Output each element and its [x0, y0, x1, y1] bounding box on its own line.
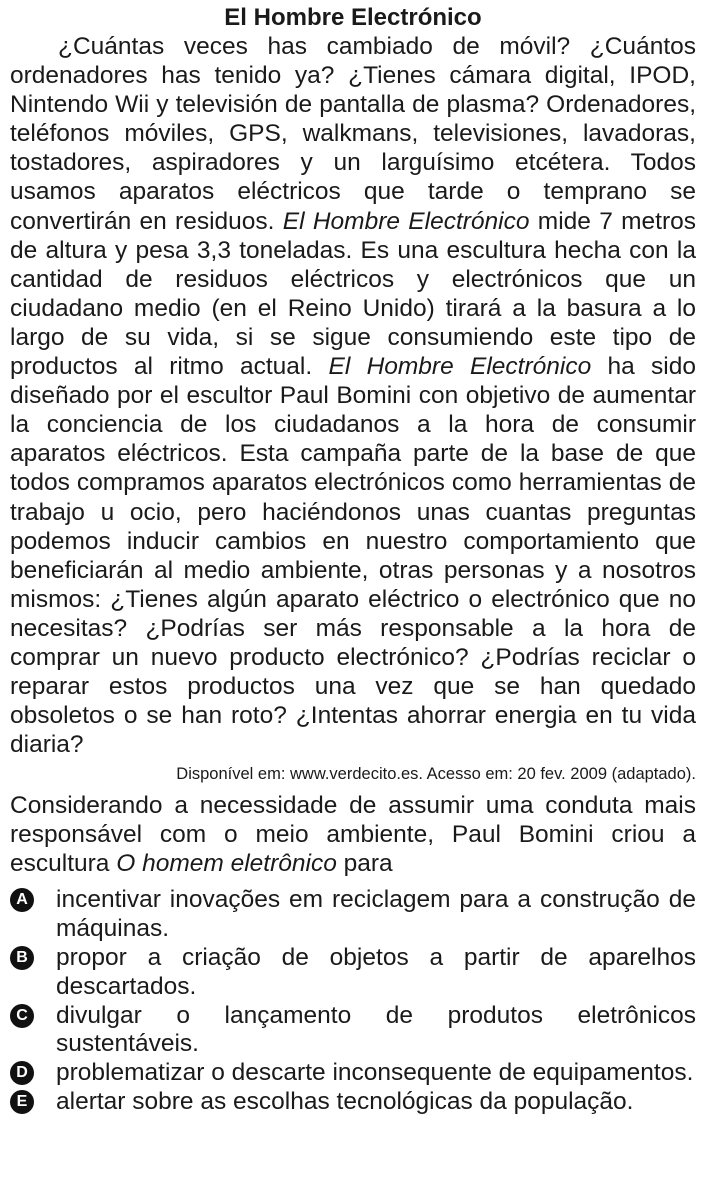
- option-e-text: alertar sobre as escolhas tecnológicas da população.: [56, 1087, 634, 1115]
- question-italic-title: O homem eletrônico: [116, 850, 337, 878]
- source-citation: Disponível em: www.verdecito.es. Acesso em: 20 fev. 2009 (adaptado).: [176, 765, 696, 784]
- option-a[interactable]: [10, 886, 696, 944]
- article-text-part-3: ha sido diseñado por el escultor Paul Bomini con objetivo de aumentar la conciencia de los ciudadanos a la hora de consumir aparatos eléctricos. Esta campaña parte de la base de que todos compramos aparatos electrónicos como herramientas de trabajo u ocio, pero haciéndonos unas cuantas preguntas podemos inducir cambios en nuestro comportamiento que beneficiarán al medio ambiente, otras personas y a nosotros mismos: ¿Tienes algún aparato eléctrico o electrónico que no necesitas? ¿Podrías ser más responsable a la hora de comprar un nuevo producto electrónico? ¿Podrías reciclar o reparar estos productos una vez que se han quedado obsoletos o se han roto? ¿Intentas ahorrar energia en tu vida diaria?: [10, 353, 696, 759]
- question-text: Considerando a necessidade de assumir uma conduta mais responsável com o meio ambiente, Paul Bomini criou a escultura: [10, 792, 696, 878]
- option-d-text: problematizar o descarte inconsequente de equipamentos.: [56, 1059, 694, 1087]
- page: [10, 4, 696, 1117]
- option-d-letter-badge: D: [10, 1061, 34, 1085]
- question-stem: [10, 791, 696, 878]
- option-e-letter-badge: E: [10, 1090, 34, 1114]
- option-c-text: divulgar o lançamento de produtos eletrônicos sustentáveis.: [56, 1001, 696, 1058]
- option-d[interactable]: [10, 1059, 696, 1088]
- option-a-letter-badge: A: [10, 888, 34, 912]
- article-title: El Hombre Electrónico: [224, 4, 482, 31]
- article-italic-title-1: El Hombre Electrónico: [282, 207, 530, 235]
- question-end: para: [336, 850, 393, 878]
- option-a-text: incentivar inovações em reciclagem para a construção de máquinas.: [56, 886, 696, 943]
- answer-options: [10, 886, 696, 1116]
- option-b-letter-badge: B: [10, 946, 34, 970]
- article-text-part-2: mide 7 metros de altura y pesa 3,3 toneladas. Es una escultura hecha con la cantidad de residuos eléctricos y electrónicos que un ciudadano medio (en el Reino Unido) tirará a la basura a lo largo de su vida, si se sigue consumiendo este tipo de productos al ritmo actual.: [10, 207, 697, 381]
- option-e[interactable]: [10, 1088, 696, 1117]
- option-b-text: propor a criação de objetos a partir de aparelhos descartados.: [56, 943, 696, 1000]
- article-body: [10, 32, 696, 759]
- option-c[interactable]: [10, 1002, 696, 1060]
- article-text-part-1: ¿Cuántas veces has cambiado de móvil? ¿Cuántos ordenadores has tenido ya? ¿Tienes cámara digital, IPOD, Nintendo Wii y televisión de pantalla de plasma? Ordenadores, teléfonos móviles, GPS, walkmans, televisiones, lavadoras, tostadores, aspiradores y un larguísimo etcétera. Todos usamos aparatos eléctricos que tarde o temprano se convertirán en residuos.: [10, 33, 696, 235]
- option-b[interactable]: [10, 944, 696, 1002]
- option-c-letter-badge: C: [10, 1004, 34, 1028]
- article-italic-title-2: El Hombre Electrónico: [328, 353, 592, 381]
